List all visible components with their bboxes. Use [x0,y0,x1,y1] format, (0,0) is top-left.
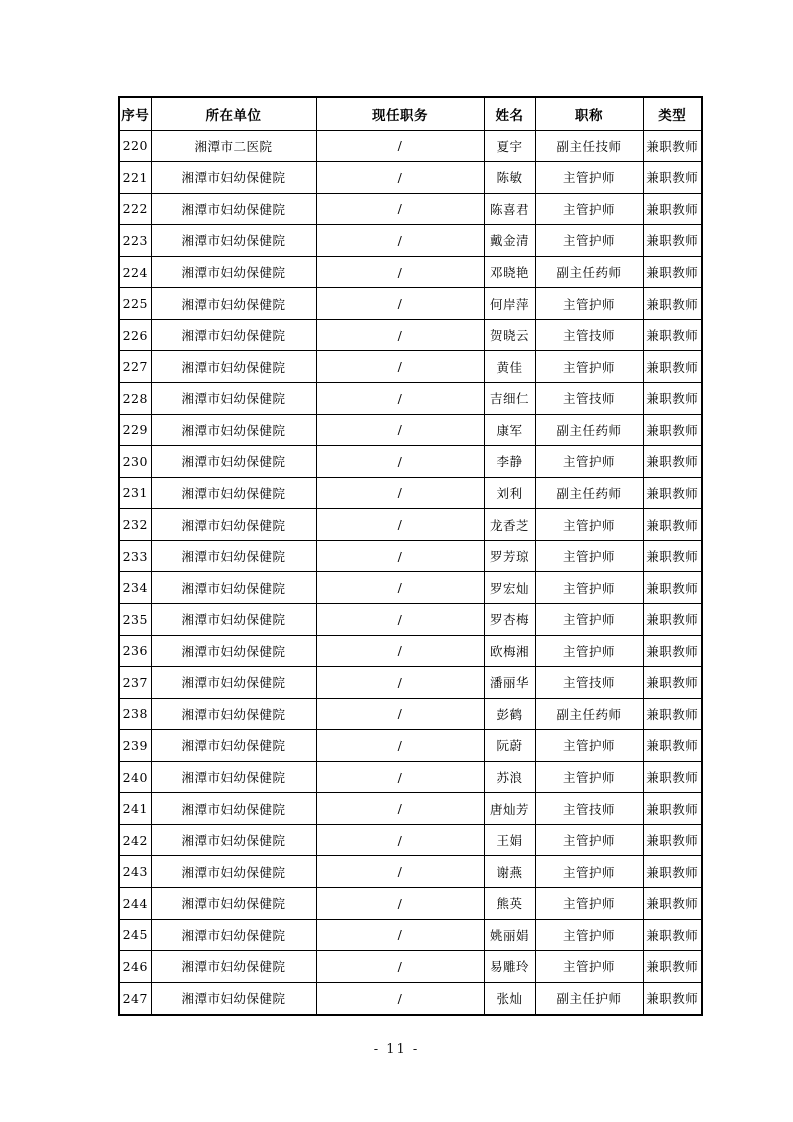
cell-name: 康军 [484,414,535,446]
cell-position: / [316,635,484,667]
table-row [119,635,702,667]
table-row [119,414,702,446]
column-header-unit: 所在单位 [151,97,316,130]
cell-position: / [316,256,484,288]
cell-type: 兼职教师 [643,288,702,320]
cell-title: 主管技师 [535,793,643,825]
cell-unit: 湘潭市妇幼保健院 [151,509,316,541]
cell-unit: 湘潭市妇幼保健院 [151,193,316,225]
column-header-position: 现任职务 [316,97,484,130]
cell-name: 易雕玲 [484,951,535,983]
cell-name: 潘丽华 [484,667,535,699]
table-row [119,540,702,572]
cell-position: / [316,698,484,730]
cell-seq: 235 [119,603,151,635]
table-row [119,888,702,920]
cell-name: 罗杏梅 [484,603,535,635]
cell-title: 副主任药师 [535,256,643,288]
table-row [119,824,702,856]
cell-title: 主管护师 [535,888,643,920]
cell-title: 主管护师 [535,761,643,793]
cell-type: 兼职教师 [643,919,702,951]
cell-position: / [316,888,484,920]
table-row [119,730,702,762]
cell-seq: 223 [119,225,151,257]
cell-title: 副主任药师 [535,477,643,509]
table-row [119,477,702,509]
cell-position: / [316,162,484,194]
cell-position: / [316,982,484,1015]
cell-title: 主管护师 [535,856,643,888]
cell-title: 主管护师 [535,919,643,951]
cell-unit: 湘潭市妇幼保健院 [151,225,316,257]
cell-title: 主管技师 [535,667,643,699]
cell-seq: 231 [119,477,151,509]
cell-unit: 湘潭市妇幼保健院 [151,761,316,793]
cell-seq: 243 [119,856,151,888]
cell-seq: 225 [119,288,151,320]
cell-name: 姚丽娟 [484,919,535,951]
cell-name: 苏浪 [484,761,535,793]
cell-title: 主管护师 [535,288,643,320]
table-row [119,383,702,415]
cell-seq: 224 [119,256,151,288]
cell-title: 主管护师 [535,446,643,478]
cell-unit: 湘潭市妇幼保健院 [151,162,316,194]
cell-seq: 236 [119,635,151,667]
cell-seq: 240 [119,761,151,793]
cell-unit: 湘潭市妇幼保健院 [151,667,316,699]
cell-type: 兼职教师 [643,856,702,888]
cell-position: / [316,225,484,257]
cell-title: 主管护师 [535,572,643,604]
cell-type: 兼职教师 [643,319,702,351]
cell-unit: 湘潭市妇幼保健院 [151,477,316,509]
cell-seq: 233 [119,540,151,572]
cell-unit: 湘潭市妇幼保健院 [151,383,316,415]
cell-type: 兼职教师 [643,477,702,509]
cell-title: 副主任护师 [535,982,643,1015]
cell-title: 副主任药师 [535,698,643,730]
cell-unit: 湘潭市妇幼保健院 [151,919,316,951]
cell-type: 兼职教师 [643,888,702,920]
table-row [119,698,702,730]
cell-name: 龙香芝 [484,509,535,541]
cell-name: 吉细仁 [484,383,535,415]
cell-seq: 246 [119,951,151,983]
cell-unit: 湘潭市妇幼保健院 [151,856,316,888]
cell-position: / [316,667,484,699]
cell-type: 兼职教师 [643,951,702,983]
cell-name: 黄佳 [484,351,535,383]
column-header-seq: 序号 [119,97,151,130]
cell-seq: 232 [119,509,151,541]
cell-seq: 226 [119,319,151,351]
cell-seq: 245 [119,919,151,951]
cell-seq: 234 [119,572,151,604]
cell-type: 兼职教师 [643,540,702,572]
cell-position: / [316,351,484,383]
cell-position: / [316,540,484,572]
cell-seq: 228 [119,383,151,415]
column-header-name: 姓名 [484,97,535,130]
cell-title: 副主任技师 [535,130,643,162]
cell-unit: 湘潭市妇幼保健院 [151,635,316,667]
table-row [119,951,702,983]
cell-name: 阮蔚 [484,730,535,762]
cell-name: 陈喜君 [484,193,535,225]
cell-seq: 242 [119,824,151,856]
cell-unit: 湘潭市妇幼保健院 [151,951,316,983]
table-row [119,509,702,541]
cell-name: 陈敏 [484,162,535,194]
cell-seq: 229 [119,414,151,446]
cell-type: 兼职教师 [643,225,702,257]
table-row [119,319,702,351]
cell-position: / [316,919,484,951]
table-row [119,351,702,383]
cell-unit: 湘潭市妇幼保健院 [151,414,316,446]
cell-title: 副主任药师 [535,414,643,446]
cell-type: 兼职教师 [643,603,702,635]
cell-name: 夏宇 [484,130,535,162]
table-row [119,130,702,162]
cell-position: / [316,951,484,983]
cell-title: 主管护师 [535,540,643,572]
cell-unit: 湘潭市妇幼保健院 [151,351,316,383]
cell-seq: 220 [119,130,151,162]
table-row [119,446,702,478]
table-row [119,193,702,225]
cell-type: 兼职教师 [643,635,702,667]
cell-title: 主管护师 [535,162,643,194]
cell-position: / [316,193,484,225]
table-row [119,225,702,257]
cell-name: 罗芳琼 [484,540,535,572]
cell-position: / [316,730,484,762]
cell-title: 主管护师 [535,730,643,762]
cell-name: 李静 [484,446,535,478]
cell-seq: 241 [119,793,151,825]
cell-name: 罗宏灿 [484,572,535,604]
cell-position: / [316,477,484,509]
cell-name: 彭鹤 [484,698,535,730]
cell-type: 兼职教师 [643,509,702,541]
cell-name: 邓晓艳 [484,256,535,288]
cell-type: 兼职教师 [643,982,702,1015]
table-row [119,162,702,194]
column-header-type: 类型 [643,97,702,130]
cell-seq: 221 [119,162,151,194]
column-header-title: 职称 [535,97,643,130]
cell-position: / [316,509,484,541]
cell-type: 兼职教师 [643,414,702,446]
cell-seq: 227 [119,351,151,383]
cell-title: 主管护师 [535,603,643,635]
cell-unit: 湘潭市妇幼保健院 [151,540,316,572]
cell-seq: 230 [119,446,151,478]
table-row [119,256,702,288]
personnel-table [118,96,703,1016]
cell-title: 主管技师 [535,319,643,351]
table-row [119,288,702,320]
cell-unit: 湘潭市妇幼保健院 [151,982,316,1015]
cell-unit: 湘潭市妇幼保健院 [151,888,316,920]
cell-name: 戴金清 [484,225,535,257]
cell-position: / [316,319,484,351]
cell-title: 主管护师 [535,225,643,257]
cell-position: / [316,793,484,825]
cell-unit: 湘潭市妇幼保健院 [151,446,316,478]
cell-name: 熊英 [484,888,535,920]
cell-type: 兼职教师 [643,351,702,383]
cell-type: 兼职教师 [643,572,702,604]
cell-seq: 238 [119,698,151,730]
cell-unit: 湘潭市妇幼保健院 [151,572,316,604]
cell-position: / [316,130,484,162]
cell-type: 兼职教师 [643,793,702,825]
cell-name: 贺晓云 [484,319,535,351]
cell-position: / [316,856,484,888]
cell-title: 主管护师 [535,351,643,383]
cell-position: / [316,603,484,635]
cell-position: / [316,383,484,415]
table-row [119,919,702,951]
table-header-row [119,97,702,130]
cell-type: 兼职教师 [643,446,702,478]
cell-title: 主管技师 [535,383,643,415]
cell-type: 兼职教师 [643,824,702,856]
cell-unit: 湘潭市妇幼保健院 [151,698,316,730]
cell-name: 唐灿芳 [484,793,535,825]
cell-unit: 湘潭市妇幼保健院 [151,288,316,320]
cell-seq: 239 [119,730,151,762]
cell-type: 兼职教师 [643,730,702,762]
table-row [119,603,702,635]
cell-seq: 237 [119,667,151,699]
cell-type: 兼职教师 [643,698,702,730]
page-number: - 11 - [373,1042,420,1057]
table-row [119,982,702,1015]
cell-position: / [316,288,484,320]
cell-title: 主管护师 [535,635,643,667]
cell-title: 主管护师 [535,951,643,983]
cell-title: 主管护师 [535,509,643,541]
cell-position: / [316,446,484,478]
cell-name: 张灿 [484,982,535,1015]
cell-seq: 247 [119,982,151,1015]
cell-name: 王娟 [484,824,535,856]
cell-type: 兼职教师 [643,162,702,194]
cell-unit: 湘潭市妇幼保健院 [151,824,316,856]
cell-unit: 湘潭市妇幼保健院 [151,319,316,351]
table-row [119,761,702,793]
cell-position: / [316,761,484,793]
cell-title: 主管护师 [535,193,643,225]
cell-position: / [316,824,484,856]
table-row [119,572,702,604]
cell-unit: 湘潭市妇幼保健院 [151,730,316,762]
cell-seq: 222 [119,193,151,225]
cell-name: 谢燕 [484,856,535,888]
cell-unit: 湘潭市妇幼保健院 [151,603,316,635]
cell-type: 兼职教师 [643,193,702,225]
cell-unit: 湘潭市二医院 [151,130,316,162]
cell-name: 欧梅湘 [484,635,535,667]
cell-type: 兼职教师 [643,130,702,162]
table-row [119,793,702,825]
cell-seq: 244 [119,888,151,920]
cell-position: / [316,572,484,604]
cell-unit: 湘潭市妇幼保健院 [151,793,316,825]
cell-type: 兼职教师 [643,761,702,793]
table-row [119,667,702,699]
cell-type: 兼职教师 [643,256,702,288]
table-row [119,856,702,888]
cell-title: 主管护师 [535,824,643,856]
cell-type: 兼职教师 [643,383,702,415]
cell-name: 刘利 [484,477,535,509]
cell-unit: 湘潭市妇幼保健院 [151,256,316,288]
cell-name: 何岸萍 [484,288,535,320]
cell-type: 兼职教师 [643,667,702,699]
cell-position: / [316,414,484,446]
